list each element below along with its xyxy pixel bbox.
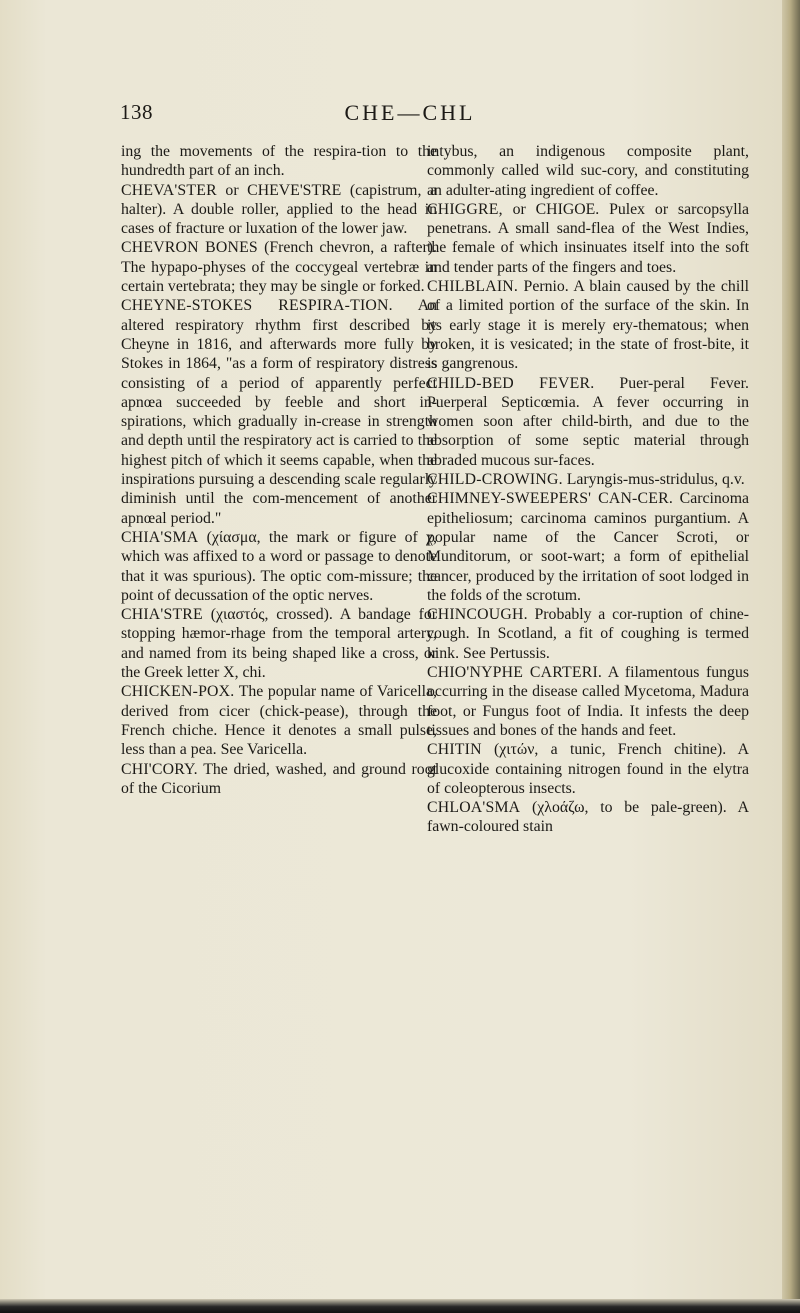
entry-text: (χιαστός, crossed). A bandage for stopping hæmor-rhage from the temporal artery, and named from its being shaped like a cross, or the Greek letter X, chi. [121, 606, 437, 682]
entry-term: CHICKEN-POX. [121, 683, 235, 701]
entry-text: (French chevron, a rafter). The hypapo-physes of the coccygeal vertebræ in certain vertebrata; they may be single or forked. [121, 239, 437, 296]
dictionary-entry [121, 682, 437, 759]
dictionary-entry [121, 181, 437, 239]
dictionary-entry [427, 605, 749, 663]
running-head: CHE—CHL [344, 100, 476, 125]
entry-term: CHI'CORY. [121, 760, 198, 778]
dictionary-entry [427, 277, 749, 373]
entry-text: (χίασμα, the mark or figure of χ, which was affixed to a word or passage to denote that it was spurious). The optic com-missure; the point of decussation of the optic nerves. [121, 528, 437, 604]
entry-text: (χιτών, a tunic, French chitine). A glucoxide containing nitrogen found in the elytra of coleopterous insects. [427, 741, 749, 797]
entry-text: Pernio. A blain caused by the chill of a limited portion of the surface of the skin. In its early stage it is merely ery-thematous; when broken, it is vesicated; in the state of frost-bite, it is gangrenous. [427, 278, 749, 373]
entry-text: or CHEVE'STRE (capistrum, a halter). A double roller, applied to the head in cases of fracture or luxation of the lower jaw. [121, 181, 437, 238]
entry-text: The popular name of Varicella, derived from cicer (chick-pease), through the French chiche. Hence it denotes a small pulse, less than a pea. See Varicella. [121, 683, 437, 759]
entry-term: CHINCOUGH. [427, 606, 528, 624]
entry-term: CHLOA'SMA [427, 799, 521, 817]
entry-text: An altered respiratory rhythm first described by Cheyne in 1816, and afterwards more fully by Stokes in 1864, "as a form of respiratory distress consisting of a period of apparently perfect apnœa succeeded by feeble and short in-spirations, which gradually in-crease in strength and depth until the respiratory act is carried to the highest pitch of which it seems capable, when the inspirations pursuing a descending scale regularly diminish until the com-mencement of another apnœal period." [121, 297, 438, 527]
entry-term: CHITIN [427, 741, 482, 759]
dictionary-entry [427, 663, 749, 740]
dictionary-entry [121, 605, 437, 682]
dictionary-entry [427, 200, 749, 277]
entry-text: The dried, washed, and ground root of the Cicorium [121, 760, 437, 797]
dictionary-entry [121, 238, 437, 296]
dictionary-entry [427, 740, 749, 798]
dictionary-entry [427, 142, 749, 200]
dictionary-entry [427, 798, 749, 837]
dictionary-entry [427, 489, 749, 605]
entry-term: CHILD-BED FEVER. [427, 374, 595, 392]
entry-term: CHEVRON BONES [121, 239, 258, 257]
entry-text: Carcinoma epitheliosum; carcinoma caminos purgantium. A popular name of the Cancer Scroti, or Munditorum, or soot-wart; a form of epithelial cancer, produced by the irritation of soot lodged in the folds of the scrotum. [427, 490, 749, 604]
book-binding-edge [782, 0, 800, 1313]
entry-text: Laryngis-mus-stridulus, q.v. [562, 471, 745, 489]
dictionary-entry [121, 296, 437, 528]
entry-term: CHILD-CROWING. [427, 471, 563, 489]
dictionary-entry [427, 374, 749, 470]
entry-term: CHIO'NYPHE CARTERI. [427, 664, 603, 682]
left-column [121, 142, 437, 798]
entry-term: CHIA'SMA [121, 528, 199, 546]
entry-term: CHIGGRE, [427, 200, 503, 218]
entry-text: or CHIGOE. Pulex or sarcopsylla penetrans. A small sand-flea of the West Indies, the female of which insinuates itself into the soft and tender parts of the fingers and toes. [427, 200, 749, 276]
entry-term: CHEYNE-STOKES RESPIRA-TION. [121, 297, 393, 315]
dictionary-entry [121, 760, 437, 799]
page-number: 138 [120, 100, 153, 124]
entry-text: Puer-peral Fever. Puerperal Septicœmia. A fever occurring in women soon after child-birth, and due to the absorption of some septic material through abraded mucous sur-faces. [427, 374, 749, 469]
dictionary-entry [121, 528, 437, 605]
dictionary-entry [427, 470, 749, 489]
dictionary-entry [121, 142, 437, 181]
entry-term: CHEVA'STER [121, 181, 217, 199]
scan-bottom-edge [0, 1299, 800, 1313]
page-header [0, 100, 782, 130]
entry-text: intybus, an indigenous composite plant, commonly called wild suc-cory, and constituting an adulter-ating ingredient of coffee. [427, 143, 749, 199]
entry-text: Probably a cor-ruption of chine-cough. In Scotland, a fit of coughing is termed kink. See Pertussis. [427, 606, 749, 662]
entry-term: CHILBLAIN. [427, 278, 519, 296]
entry-term: CHIMNEY-SWEEPERS' CAN-CER. [427, 490, 673, 508]
entry-text: ing the movements of the respira-tion to the hundredth part of an inch. [121, 143, 437, 180]
entry-term: CHIA'STRE [121, 606, 203, 624]
entry-text: A filamentous fungus occurring in the disease called Mycetoma, Madura foot, or Fungus foot of India. It infests the deep tissues and bones of the hands and feet. [427, 664, 749, 739]
right-column [427, 142, 749, 837]
entry-text: (χλοάζω, to be pale-green). A fawn-coloured stain [427, 799, 749, 836]
